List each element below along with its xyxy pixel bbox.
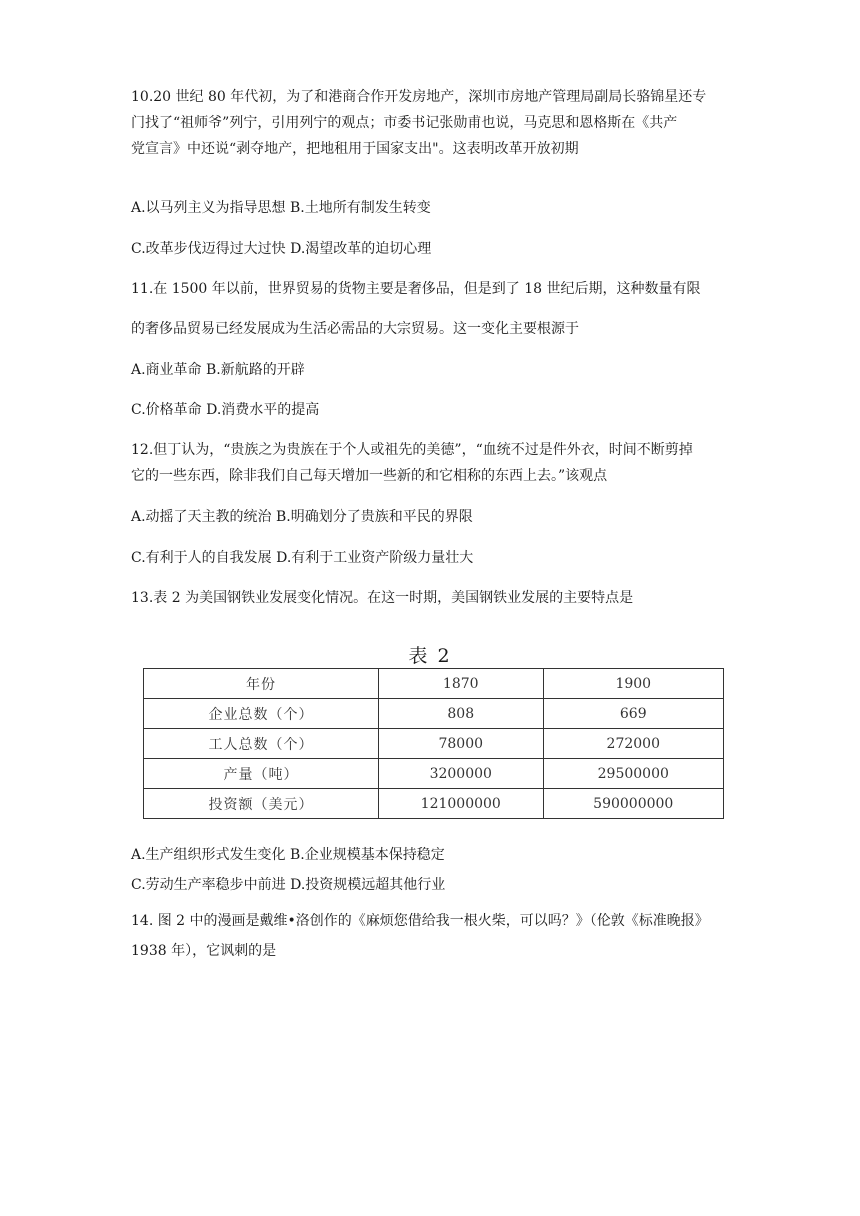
table-cell: 3200000 bbox=[378, 759, 543, 789]
question-10-line-1: 10.20 世纪 80 年代初，为了和港商合作开发房地产，深圳市房地产管理局副局长骆锦星还专 bbox=[131, 89, 707, 105]
question-10-stem bbox=[131, 84, 731, 162]
table-cell: 669 bbox=[543, 699, 723, 729]
question-12-line-2: 它的一些东西，除非我们自己每天增加一些新的和它相称的东西上去。”该观点 bbox=[131, 468, 608, 484]
question-10-line-2: 门找了“祖师爷”列宁，引用列宁的观点；市委书记张勋甫也说，马克思和恩格斯在《共产 bbox=[131, 115, 678, 131]
table-cell: 590000000 bbox=[543, 789, 723, 819]
table-cell: 投资额（美元） bbox=[144, 789, 379, 819]
question-13-stem: 13.表 2 为美国钢铁业发展变化情况。在这一时期，美国钢铁业发展的主要特点是 bbox=[131, 590, 634, 606]
table-cell: 78000 bbox=[378, 729, 543, 759]
question-13-option-cd: C.劳动生产率稳步中前进 D.投资规模远超其他行业 bbox=[131, 877, 446, 893]
question-10-line-3: 党宣言》中还说“剥夺地产，把地租用于国家支出"。这表明改革开放初期 bbox=[131, 141, 579, 157]
table-cell: 121000000 bbox=[378, 789, 543, 819]
question-12-stem bbox=[131, 437, 731, 489]
table-row bbox=[144, 729, 724, 759]
question-14-stem bbox=[131, 904, 731, 964]
table-cell: 808 bbox=[378, 699, 543, 729]
question-12-line-1: 12.但丁认为，“贵族之为贵族在于个人或祖先的美德”，“血统不过是件外衣，时间不断剪掉 bbox=[131, 442, 693, 458]
question-10-option-ab: A.以马列主义为指导思想 B.土地所有制发生转变 bbox=[131, 200, 431, 216]
table-cell: 企业总数（个） bbox=[144, 699, 379, 729]
question-13-option-ab: A.生产组织形式发生变化 B.企业规模基本保持稳定 bbox=[131, 847, 445, 863]
steel-industry-table bbox=[143, 668, 724, 819]
table-title: 表 2 bbox=[408, 645, 452, 667]
question-12-option-ab: A.动摇了天主教的统治 B.明确划分了贵族和平民的界限 bbox=[131, 509, 473, 525]
table-header-cell: 年份 bbox=[144, 669, 379, 699]
question-10-option-cd: C.改革步伐迈得过大过快 D.渴望改革的迫切心理 bbox=[131, 241, 432, 257]
question-11-line-2: 的奢侈品贸易已经发展成为生活必需品的大宗贸易。这一变化主要根源于 bbox=[131, 321, 579, 337]
table-header-row bbox=[144, 669, 724, 699]
question-14-line-1: 14. 图 2 中的漫画是戴维•洛创作的《麻烦您借给我一根火柴，可以吗？》（伦敦《标准晚报》 bbox=[131, 913, 709, 929]
table-cell: 29500000 bbox=[543, 759, 723, 789]
table-row bbox=[144, 759, 724, 789]
question-14-line-2: 1938 年），它讽刺的是 bbox=[131, 943, 277, 959]
table-header-cell: 1900 bbox=[543, 669, 723, 699]
question-11-line-1: 11.在 1500 年以前，世界贸易的货物主要是奢侈品，但是到了 18 世纪后期，这种数量有限 bbox=[131, 281, 701, 297]
table-cell: 产量（吨） bbox=[144, 759, 379, 789]
table-header-cell: 1870 bbox=[378, 669, 543, 699]
table-row bbox=[144, 699, 724, 729]
table-cell: 272000 bbox=[543, 729, 723, 759]
table-cell: 工人总数（个） bbox=[144, 729, 379, 759]
question-11-option-cd: C.价格革命 D.消费水平的提高 bbox=[131, 402, 320, 418]
question-12-option-cd: C.有利于人的自我发展 D.有利于工业资产阶级力量壮大 bbox=[131, 550, 474, 566]
table-row bbox=[144, 789, 724, 819]
question-11-option-ab: A.商业革命 B.新航路的开辟 bbox=[131, 362, 305, 378]
